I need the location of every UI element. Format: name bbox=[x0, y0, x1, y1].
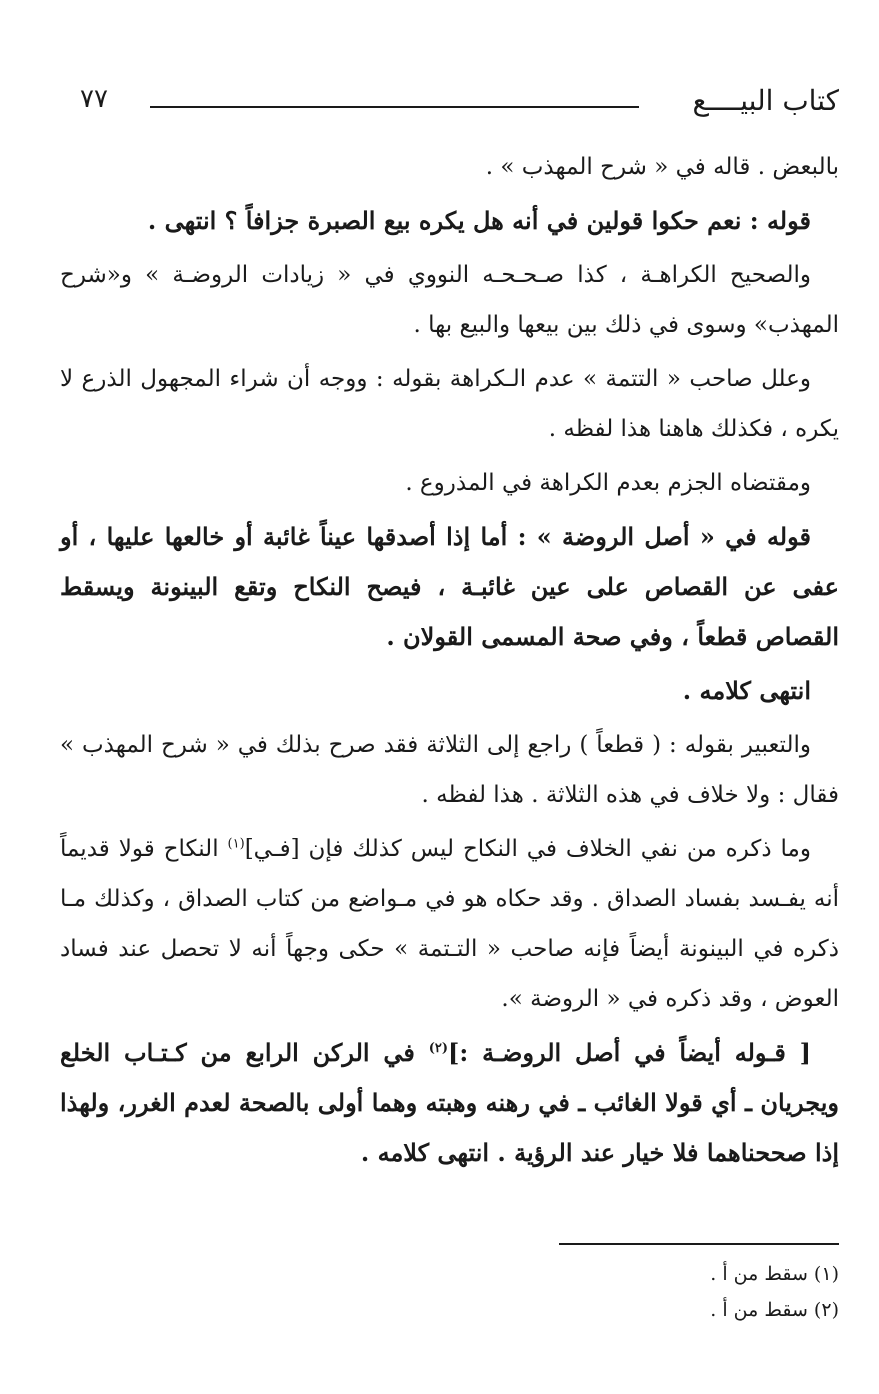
paragraph: والصحيح الكراهـة ، كذا صـحـحـه النووي في « زيادات الروضـة » و«شرح المهذب» وسوى في ذلك بين بيعها والبيع بها . bbox=[60, 262, 839, 338]
page-header bbox=[60, 84, 839, 128]
footnote-ref-2[interactable]: (٢) bbox=[428, 1041, 449, 1056]
paragraph: ومقتضاه الجزم بعدم الكراهة في المذروع . bbox=[405, 470, 811, 496]
page-number: ٧٧ bbox=[80, 84, 108, 114]
running-title: كتاب البيــــع bbox=[692, 84, 839, 117]
paragraph-text: وما ذكره من نفي الخلاف في النكاح ليس كذلك فإن [فـي] bbox=[244, 836, 811, 862]
footnote-2: (٢) سقط من أ . bbox=[710, 1299, 839, 1321]
paragraph: بالبعض . قاله في « شرح المهذب » . bbox=[485, 154, 839, 180]
paragraph-text: النكاح قولا قديماً أنه يفـسد بفساد الصداق . وقد حكاه هو في مـواضع من كتاب الصداق ، وكذلك مـا ذكره في البينونة أيضاً فإنه صاحب « التـتمة » حكى وجهاً أنه لا تحصل عند فساد العوض ، وقد ذكره في « الروضة ». bbox=[60, 836, 839, 1012]
paragraph-text: [ قـوله أيضاً في أصل الروضـة :] bbox=[448, 1038, 812, 1067]
quoted-statement: قوله في « أصل الروضة » : أما إذا أصدقها عيناً غائبة أو خالعها عليها ، أو عفى عن القصاص على عين غائبـة ، فيصح النكاح وتقع البينونة ويسقط القصاص قطعاً ، وفي صحة المسمى القولان . bbox=[60, 522, 839, 651]
quoted-statement: قوله : نعم حكوا قولين في أنه هل يكره بيع الصبرة جزافاً ؟ انتهى . bbox=[147, 206, 811, 235]
header-rule bbox=[150, 106, 639, 108]
footnote-rule bbox=[559, 1243, 839, 1245]
paragraph: والتعبير بقوله : ( قطعاً ) راجع إلى الثلاثة فقد صرح بذلك في « شرح المهذب » فقال : ولا خلاف في هذه الثلاثة . هذا لفظه . bbox=[60, 732, 839, 808]
quoted-statement: انتهى كلامه . bbox=[682, 676, 811, 705]
page-body bbox=[60, 142, 839, 1182]
footnote-1: (١) سقط من أ . bbox=[710, 1263, 839, 1285]
footnote-ref-1[interactable]: (١) bbox=[227, 836, 245, 852]
paragraph: وعلل صاحب « التتمة » عدم الـكراهة بقوله : ووجه أن شراء المجهول الذرع لا يكره ، فكذلك هاهنا هذا لفظه . bbox=[60, 366, 839, 442]
paragraph-text: في الركن الرابع من كـتـاب الخلع ويجريان ـ أي قولا الغائب ـ في رهنه وهبته وهما أولى بالصحة لعدم الغرر، ولهذا إذا صححناهما فلا خيار عند الرؤية . انتهى كلامه . bbox=[60, 1038, 839, 1167]
footnotes bbox=[439, 1256, 839, 1328]
paragraph-with-footnote-1 bbox=[60, 824, 839, 1024]
quoted-statement-with-footnote-2 bbox=[60, 1028, 839, 1178]
